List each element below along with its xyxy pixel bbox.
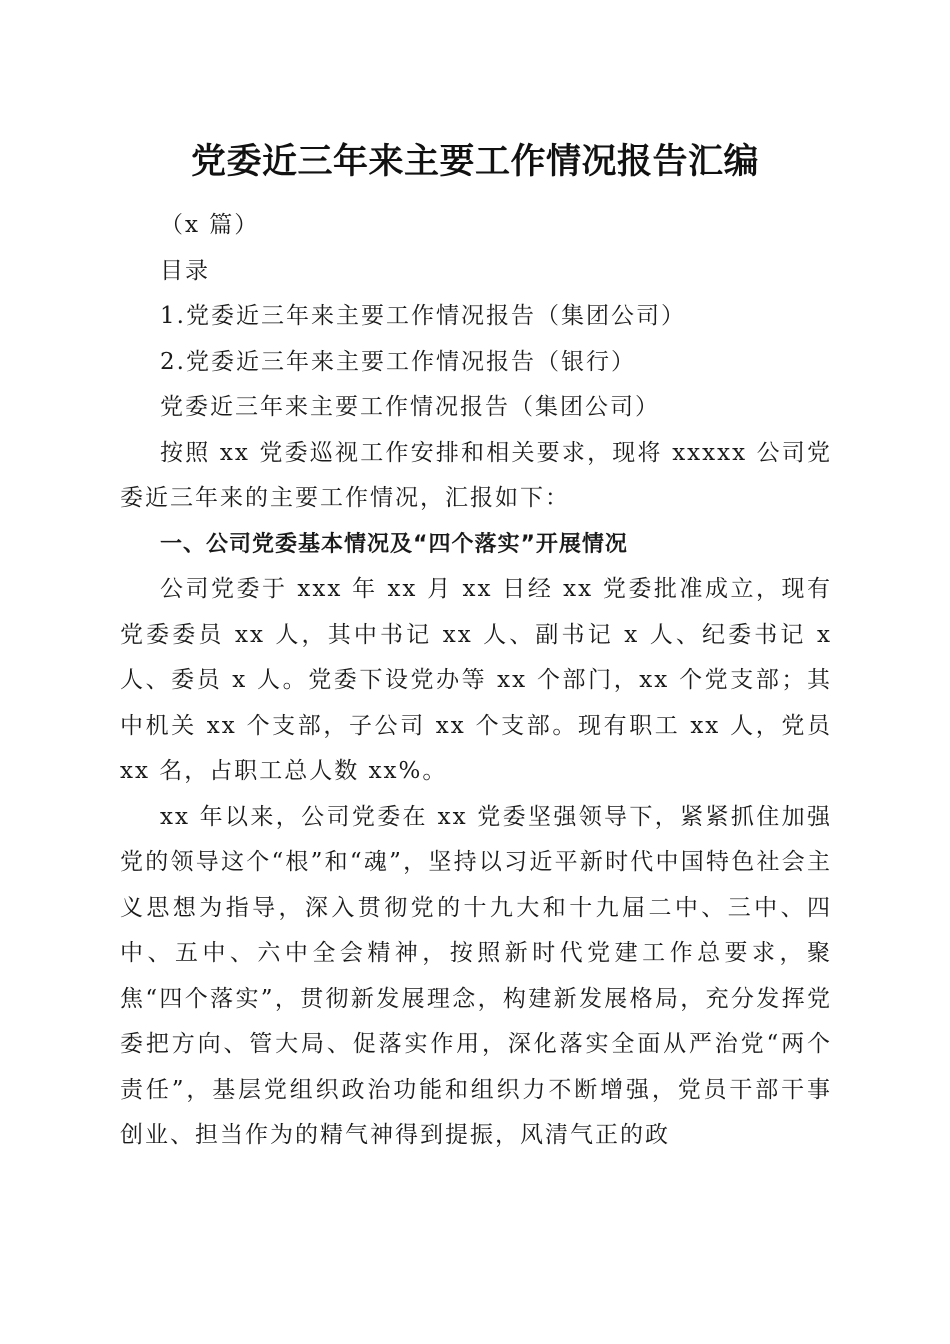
toc-item-2: 2.党委近三年来主要工作情况报告（银行） bbox=[160, 348, 636, 375]
section-heading: 一、公司党委基本情况及“四个落实”开展情况 bbox=[160, 531, 628, 557]
body-paragraph-2: xx 年以来，公司党委在 xx 党委坚强领导下，紧紧抓住加强党的领导这个“根”和“魂”，坚持以习近平新时代中国特色社会主义思想为指导，深入贯彻党的十九大和十九届二中、三中、四中、五中、六中全会精神，按照新时代党建工作总要求，聚焦“四个落实”，贯彻新发展理念，构建新发展格局，充分发挥党委把方向、管大局、促落实作用，深化落实全面从严治党“两个责任”，基层党组织政治功能和组织力不断增强，党员干部干事创业、担当作为的精气神得到提振，风清气正的政 bbox=[120, 803, 832, 1148]
article-title: 党委近三年来主要工作情况报告（集团公司） bbox=[160, 394, 660, 420]
intro-paragraph: 按照 xx 党委巡视工作安排和相关要求，现将 xxxxx 公司党委近三年来的主要工作情况，汇报如下： bbox=[120, 439, 832, 511]
document-title: 党委近三年来主要工作情况报告汇编 bbox=[190, 141, 759, 182]
toc-label: 目录 bbox=[160, 257, 210, 284]
body-paragraph-1: 公司党委于 xxx 年 xx 月 xx 日经 xx 党委批准成立，现有党委委员 xx 人，其中书记 xx 人、副书记 x 人、纪委书记 x 人、委员 x 人。党委下设党办等 xx 个部门，xx 个党支部；其中机关 xx 个支部，子公司 xx 个支部。现有职工 xx 人，党员 xx 名，占职工总人数 xx%。 bbox=[120, 576, 832, 784]
count-note: （x 篇） bbox=[160, 212, 260, 238]
toc-item-1: 1.党委近三年来主要工作情况报告（集团公司） bbox=[160, 303, 686, 329]
document-body bbox=[120, 203, 832, 1159]
